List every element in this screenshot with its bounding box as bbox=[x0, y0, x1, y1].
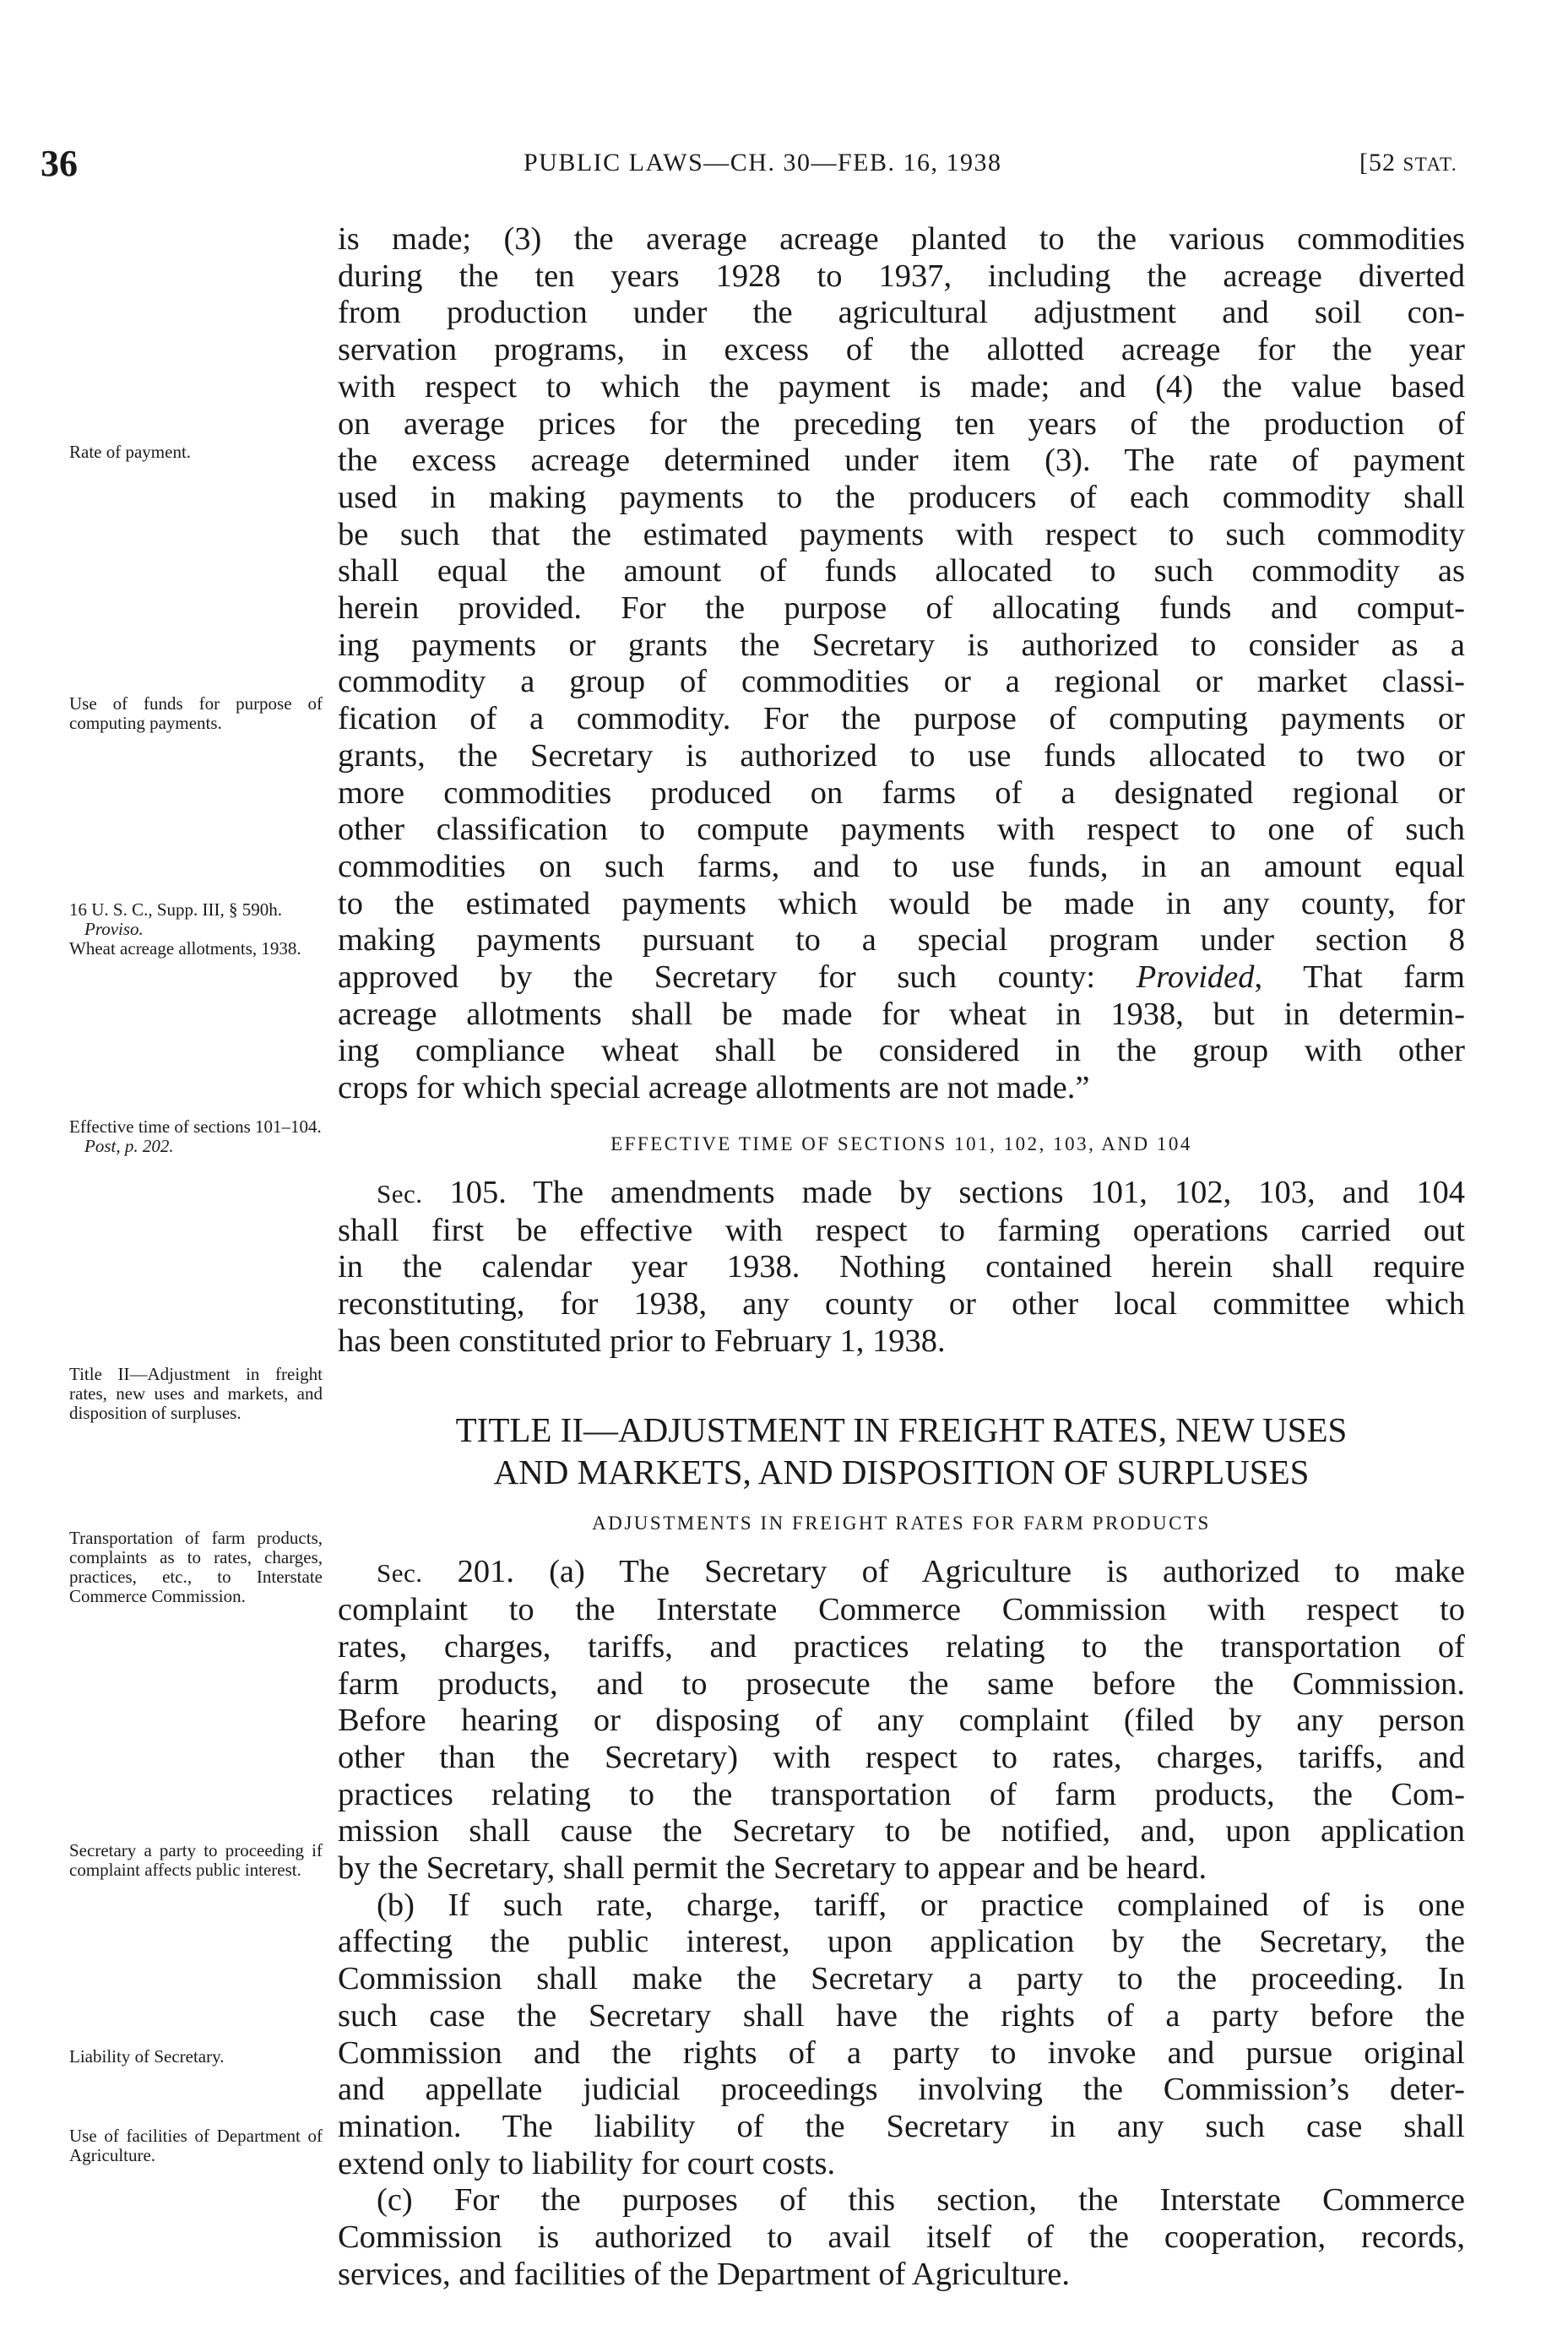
text-line: herein provided. For the purpose of allocating funds and comput- bbox=[338, 590, 1465, 627]
sec-label: Sec. bbox=[377, 1558, 423, 1589]
paragraph-sec-105 bbox=[338, 1175, 1465, 1361]
text-line: rates, charges, tariffs, and practices relating to the transportation of bbox=[338, 1628, 1465, 1665]
margin-note-proviso: Proviso. bbox=[84, 919, 144, 939]
text-line-proviso bbox=[338, 959, 1465, 997]
text-line: by the Secretary, shall permit the Secretary to appear and be heard. bbox=[338, 1850, 1207, 1887]
text-line: (b) If such rate, charge, tariff, or practice complained of is one bbox=[377, 1887, 1465, 1923]
text-line: shall first be effective with respect to farming operations carried out bbox=[338, 1212, 1465, 1248]
paragraph-sec-201a bbox=[338, 1554, 1465, 1887]
text-line: has been constituted prior to February 1, 1938. bbox=[338, 1323, 946, 1359]
text-line: ing compliance wheat shall be considered in the group with other bbox=[338, 1033, 1465, 1069]
text-line: servation programs, in excess of the allotted acreage for the year bbox=[338, 332, 1465, 368]
text-line: from production under the agricultural adjustment and soil con- bbox=[338, 295, 1465, 331]
paragraph-sec-201c bbox=[338, 2182, 1465, 2293]
text-line: with respect to which the payment is made; and (4) the value based bbox=[338, 368, 1465, 405]
text-line: commodities on such farms, and to use funds, in an amount equal bbox=[338, 848, 1465, 884]
text-line: affecting the public interest, upon application by the Secretary, the bbox=[338, 1924, 1465, 1960]
text-line: other than the Secretary) with respect to rates, charges, tariffs, and bbox=[338, 1739, 1465, 1775]
text-line: during the ten years 1928 to 1937, including the acreage diverted bbox=[338, 258, 1465, 294]
margin-note-liability: Liability of Secretary. bbox=[69, 2046, 225, 2067]
text-line: Commission is authorized to avail itself of the cooperation, records, bbox=[338, 2219, 1465, 2256]
paragraph-sec-201b bbox=[338, 1887, 1465, 2183]
margin-note-usc-ref: 16 U. S. C., Supp. III, § 590h. bbox=[69, 899, 283, 920]
proviso-italic: Provided bbox=[1136, 959, 1255, 996]
text-line: and appellate judicial proceedings involving the Commission’s deter- bbox=[338, 2072, 1465, 2108]
margin-note-effective-time: Effective time of sections 101–104. bbox=[69, 1116, 322, 1137]
text-line: is made; (3) the average acreage planted to the various commodities bbox=[338, 221, 1465, 257]
section-heading-adjustments: ADJUSTMENTS IN FREIGHT RATES FOR FARM PRODUCTS bbox=[592, 1513, 1211, 1534]
margin-note-wheat-acreage: Wheat acreage allotments, 1938. bbox=[69, 938, 301, 959]
text-line: reconstituting, for 1938, any county or other local committee which bbox=[338, 1285, 1465, 1322]
text-line: services, and facilities of the Department of Agriculture. bbox=[338, 2256, 1071, 2292]
text-line-sec-201 bbox=[338, 1554, 1465, 1592]
margin-note-use-of-facilities: Use of facilities of Department of Agriculture. bbox=[69, 2126, 323, 2165]
sec-201-first: 201. (a) The Secretary of Agriculture is authorized to make bbox=[422, 1554, 1465, 1590]
section-heading-effective-time: EFFECTIVE TIME OF SECTIONS 101, 102, 103, AND 104 bbox=[610, 1132, 1192, 1154]
text-line: used in making payments to the producers of each commodity shall bbox=[338, 479, 1465, 515]
page-header bbox=[0, 142, 1568, 193]
text-line: making payments pursuant to a special program under section 8 bbox=[338, 922, 1465, 959]
paragraph-continuation bbox=[338, 221, 1465, 1107]
margin-note-rate-of-payment: Rate of payment. bbox=[69, 442, 192, 462]
text-line: crops for which special acreage allotments are not made.” bbox=[338, 1070, 1090, 1106]
title-line-1: TITLE II—ADJUSTMENT IN FREIGHT RATES, NEW USES bbox=[455, 1410, 1348, 1450]
page-number: 36 bbox=[41, 143, 78, 184]
statute-reference bbox=[1359, 149, 1457, 177]
margin-note-use-of-funds: Use of funds for purpose of computing payments. bbox=[69, 693, 323, 733]
sec-label: Sec. bbox=[377, 1178, 423, 1209]
title-line-2: AND MARKETS, AND DISPOSITION OF SURPLUSES bbox=[493, 1453, 1310, 1492]
text-line: the excess acreage determined under item (3). The rate of payment bbox=[338, 443, 1465, 479]
text-line: acreage allotments shall be made for wheat in 1938, but in determin- bbox=[338, 996, 1465, 1032]
proviso-post: , That farm bbox=[1254, 959, 1465, 996]
text-line: (c) For the purposes of this section, the Interstate Commerce bbox=[377, 2182, 1465, 2219]
statute-bracket: [52 bbox=[1359, 149, 1403, 177]
text-line: other classification to compute payments with respect to one of such bbox=[338, 812, 1465, 848]
text-line: Commission shall make the Secretary a party to the proceeding. In bbox=[338, 1961, 1465, 1997]
title-ii-heading bbox=[338, 1409, 1465, 1493]
text-line-sec-105 bbox=[338, 1175, 1465, 1213]
statute-label: STAT. bbox=[1403, 154, 1458, 175]
margin-note-title-ii: Title II—Adjustment in freight rates, new uses and markets, and disposition of surpluses. bbox=[69, 1364, 323, 1423]
text-line: extend only to liability for court costs. bbox=[338, 2145, 836, 2181]
margin-note-post-ref: Post, p. 202. bbox=[84, 1136, 174, 1156]
margin-note-secretary-party: Secretary a party to proceeding if complaint affects public interest. bbox=[69, 1840, 323, 1880]
running-head: PUBLIC LAWS—CH. 30—FEB. 16, 1938 bbox=[524, 149, 1002, 177]
text-line: commodity a group of commodities or a regional or market classi- bbox=[338, 664, 1465, 700]
text-line: ing payments or grants the Secretary is authorized to consider as a bbox=[338, 627, 1465, 663]
text-line: on average prices for the preceding ten years of the production of bbox=[338, 405, 1465, 442]
text-line: mission shall cause the Secretary to be notified, and, upon application bbox=[338, 1813, 1465, 1849]
margin-note-proviso-group bbox=[69, 900, 323, 959]
sec-105-first: 105. The amendments made by sections 101, 102, 103, and 104 bbox=[422, 1174, 1465, 1210]
text-line: be such that the estimated payments with respect to such commodity bbox=[338, 516, 1465, 552]
margin-note-transportation: Transportation of farm products, complaints as to rates, charges, practices, etc., to Interstate Commerce Commission. bbox=[69, 1528, 323, 1606]
text-line: more commodities produced on farms of a designated regional or bbox=[338, 774, 1465, 811]
text-line: mination. The liability of the Secretary in any such case shall bbox=[338, 2108, 1465, 2144]
text-line: such case the Secretary shall have the rights of a party before the bbox=[338, 1997, 1465, 2034]
proviso-pre: approved by the Secretary for such county: bbox=[338, 959, 1137, 996]
text-line: practices relating to the transportation of farm products, the Com- bbox=[338, 1776, 1465, 1812]
text-line: to the estimated payments which would be made in any county, for bbox=[338, 885, 1465, 921]
text-line: shall equal the amount of funds allocated to such commodity as bbox=[338, 553, 1465, 589]
main-text bbox=[338, 221, 1465, 2293]
text-line: farm products, and to prosecute the same before the Commission. bbox=[338, 1665, 1465, 1702]
text-line: Commission and the rights of a party to invoke and pursue original bbox=[338, 2034, 1465, 2071]
text-line: grants, the Secretary is authorized to use funds allocated to two or bbox=[338, 737, 1465, 774]
text-line: Before hearing or disposing of any complaint (filed by any person bbox=[338, 1703, 1465, 1739]
text-line: in the calendar year 1938. Nothing contained herein shall require bbox=[338, 1249, 1465, 1285]
text-line: fication of a commodity. For the purpose of computing payments or bbox=[338, 701, 1465, 737]
margin-note-effective-group bbox=[69, 1117, 323, 1156]
text-line: complaint to the Interstate Commerce Commission with respect to bbox=[338, 1592, 1465, 1628]
